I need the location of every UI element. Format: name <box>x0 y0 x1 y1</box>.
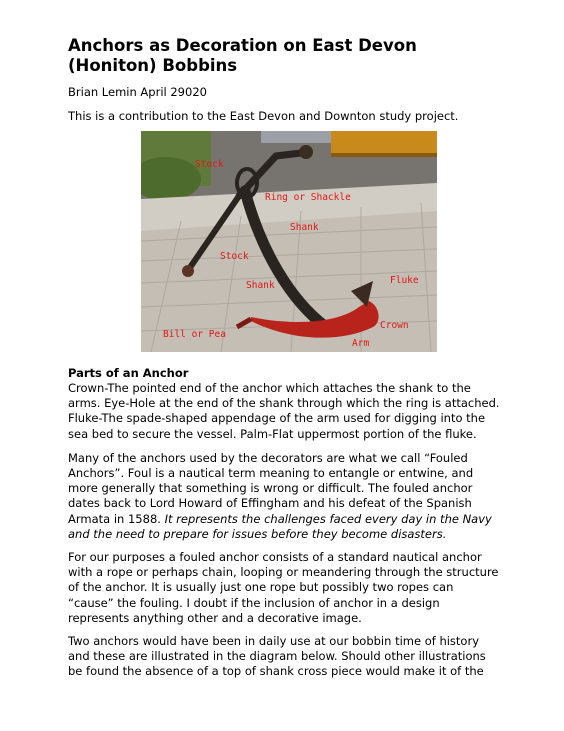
fouled-italic-text: It represents the challenges faced every day in the Navy and the need to prepare for issues before they become disasters. <box>68 511 492 541</box>
section-heading: Parts of an Anchor <box>68 366 189 380</box>
label-stock-top: Stock <box>195 159 224 170</box>
two-anchors-paragraph: Two anchors would have been in daily use at our bobbin time of history and these are illustrated in the diagram below. Should other illustrations be found the absence of a top of shank cross piece would make it of the <box>68 634 486 679</box>
page-title: Anchors as Decoration on East Devon (Honiton) Bobbins <box>68 36 417 75</box>
intro-text: This is a contribution to the East Devon and Downton study project. <box>68 109 459 123</box>
label-bill-pea: Bill or Pea <box>163 329 226 340</box>
purposes-paragraph: For our purposes a fouled anchor consists of a standard nautical anchor with a rope or perhaps chain, looping or meandering through the structure of the anchor. It is usually just one rope but possibly two ropes can “cause” the fouling. I doubt if the inclusion of anchor in a design represents anything other and a decorative image. <box>68 550 499 625</box>
label-stock-mid: Stock <box>220 251 249 262</box>
label-ring-shackle: Ring or Shackle <box>265 192 351 203</box>
label-shank-mid: Shank <box>246 280 275 291</box>
anchor-photo <box>141 131 437 352</box>
parts-paragraph: Crown-The pointed end of the anchor which attaches the shank to the arms. Eye-Hole at the end of the shank through which the ring is attached. Fluke-The spade-shaped appendage of the arm used for digging into the sea bed to secure the vessel. Palm-Flat uppermost portion of the fluke. <box>68 381 500 441</box>
author-byline: Brian Lemin April 29020 <box>68 85 207 99</box>
fouled-text: Many of the anchors used by the decorators are what we call “Fouled Anchors”. Foul is a nautical term meaning to entangle or entwine, and more generally that something is wrong or difficult. The fouled anchor dates back to Lord Howard of Effingham and his defeat of the Spanish Armata in 1588. <box>68 450 474 526</box>
label-shank-top: Shank <box>290 222 319 233</box>
body-text <box>68 366 502 688</box>
label-crown: Crown <box>380 320 409 331</box>
label-fluke: Fluke <box>390 275 419 286</box>
fouled-paragraph <box>68 451 502 542</box>
label-arm: Arm <box>352 338 370 349</box>
anchor-photo-image <box>141 131 437 352</box>
